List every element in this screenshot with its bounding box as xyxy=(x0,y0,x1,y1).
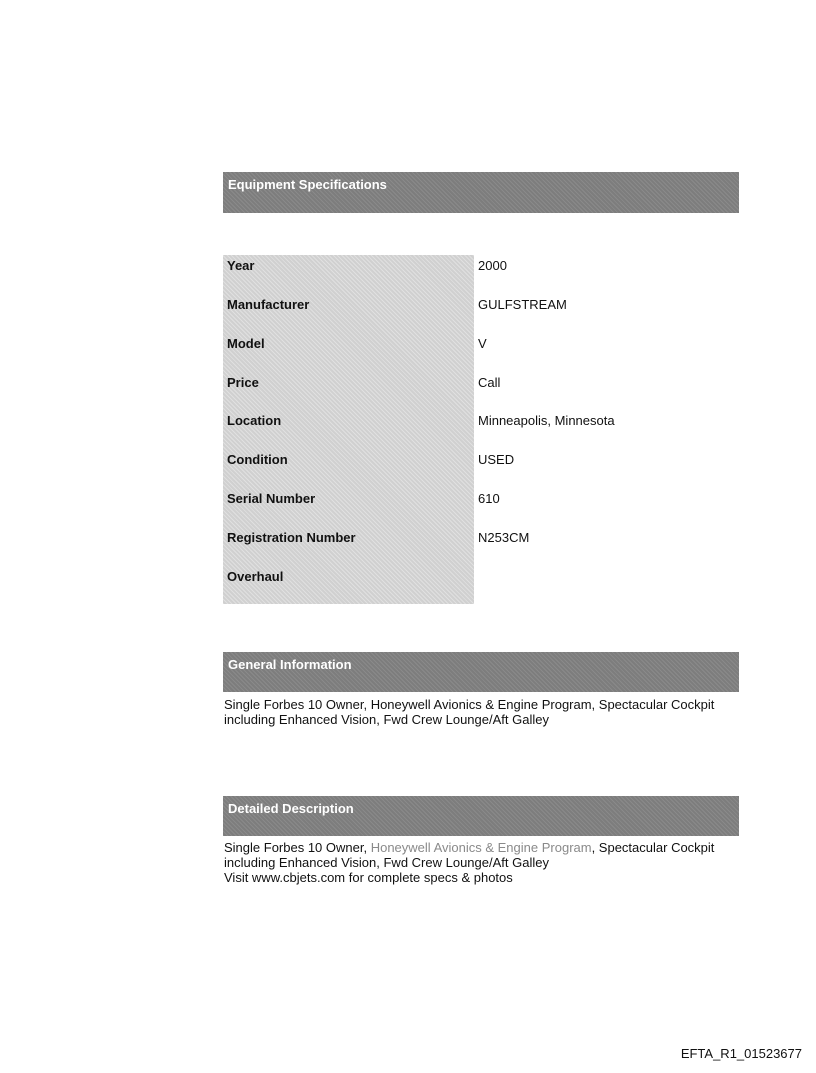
spec-label-condition: Condition xyxy=(227,452,288,467)
spec-value-price: Call xyxy=(478,375,501,390)
general-information-title: General Information xyxy=(228,657,352,672)
equipment-specifications-header xyxy=(223,172,739,213)
detailed-description-title: Detailed Description xyxy=(228,801,354,816)
detailed-text-post: , Spectacular Cockpit including Enhanced Vision, Fwd Crew Lounge/Aft Galley xyxy=(224,840,715,870)
detailed-text-highlight: Honeywell Avionics & Engine Program xyxy=(370,840,592,855)
detailed-text-pre: Single Forbes 10 Owner, xyxy=(224,840,371,855)
equipment-specifications-title: Equipment Specifications xyxy=(228,177,387,192)
spec-label-overhaul: Overhaul xyxy=(227,569,284,584)
general-information-header xyxy=(223,652,739,692)
spec-label-year: Year xyxy=(227,258,255,273)
detailed-description-text xyxy=(224,840,744,885)
detailed-description-header xyxy=(223,796,739,836)
spec-value-location: Minneapolis, Minnesota xyxy=(478,413,615,428)
general-information-text: Single Forbes 10 Owner, Honeywell Avionics & Engine Program, Spectacular Cockpit including Enhanced Vision, Fwd Crew Lounge/Aft Galley xyxy=(224,697,715,727)
spec-value-manufacturer: GULFSTREAM xyxy=(478,297,567,312)
spec-value-registration-number: N253CM xyxy=(478,530,530,545)
document-id: EFTA_R1_01523677 xyxy=(680,1046,802,1061)
spec-label-serial-number: Serial Number xyxy=(227,491,316,506)
spec-label-manufacturer: Manufacturer xyxy=(227,297,310,312)
spec-value-condition: USED xyxy=(478,452,515,467)
spec-label-model: Model xyxy=(227,336,265,351)
spec-label-location: Location xyxy=(227,413,282,428)
detailed-description-body xyxy=(224,840,744,870)
spec-value-year: 2000 xyxy=(478,258,507,273)
spec-value-model: V xyxy=(478,336,487,351)
detailed-visit-line: Visit www.cbjets.com for complete specs & photos xyxy=(224,870,513,885)
spec-label-price: Price xyxy=(227,375,259,390)
spec-value-serial-number: 610 xyxy=(478,491,500,506)
spec-label-registration-number: Registration Number xyxy=(227,530,356,545)
